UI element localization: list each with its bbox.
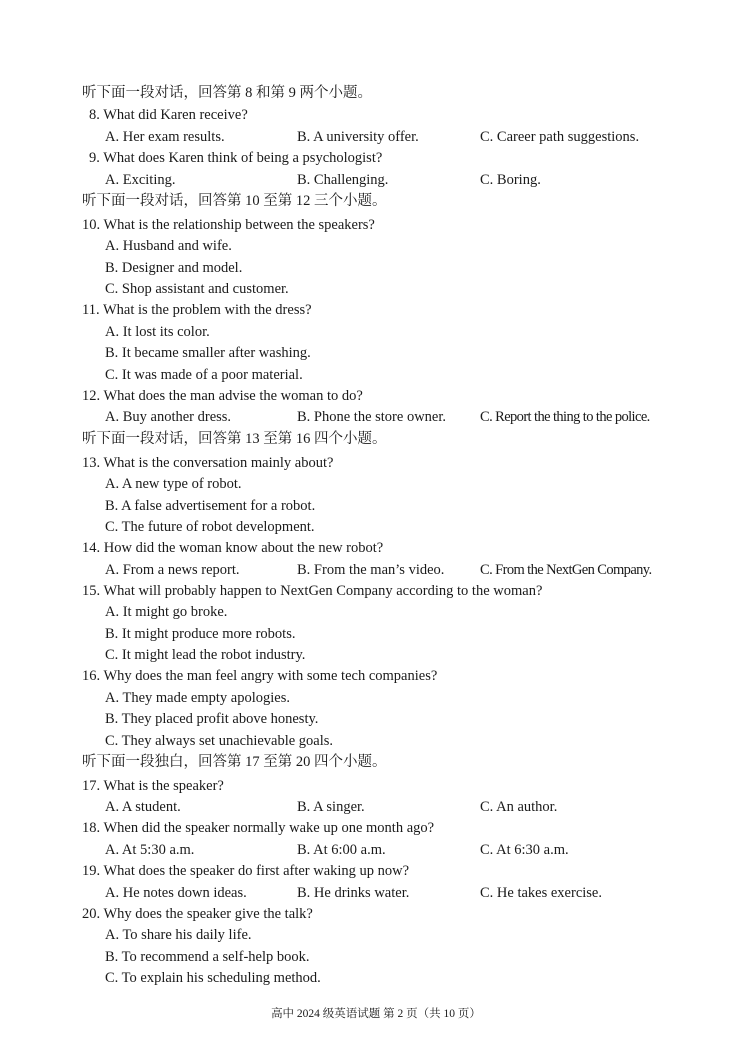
question-10-stem: 10. What is the relationship between the speakers? [82,217,375,233]
question-14-options [105,560,745,581]
question-13-stem: 13. What is the conversation mainly about? [82,455,334,471]
question-15-stem: 15. What will probably happen to NextGen Company according to the woman? [82,583,543,599]
question-20-option-b: B. To recommend a self-help book. [105,949,310,965]
option-a: A. Her exam results. [105,129,225,145]
option-c: C. He takes exercise. [480,885,602,901]
question-12-stem: 12. What does the man advise the woman to do? [82,388,363,404]
option-b: B. From the man’s video. [297,562,445,578]
question-11-option-b: B. It became smaller after washing. [105,345,311,361]
question-8-options [105,127,745,148]
question-20-option-c: C. To explain his scheduling method. [105,970,321,986]
question-8-stem: 8. What did Karen receive? [89,107,248,123]
question-15-option-a: A. It might go broke. [105,604,228,620]
question-9-stem: 9. What does Karen think of being a psychologist? [89,150,383,166]
question-16-option-a: A. They made empty apologies. [105,690,290,706]
option-b: B. At 6:00 a.m. [297,842,386,858]
option-c: C. At 6:30 a.m. [480,842,569,858]
question-11-stem: 11. What is the problem with the dress? [82,302,312,318]
question-13-option-b: B. A false advertisement for a robot. [105,498,316,514]
question-10-option-c: C. Shop assistant and customer. [105,281,289,297]
question-12-options [105,407,745,428]
question-16-option-b: B. They placed profit above honesty. [105,711,319,727]
section-instruction: 听下面一段对话，回答第 10 至第 12 三个小题。 [82,193,387,209]
question-9-options [105,170,745,191]
question-18-stem: 18. When did the speaker normally wake up one month ago? [82,820,435,836]
option-c: C. Boring. [480,172,541,188]
question-20-stem: 20. Why does the speaker give the talk? [82,906,313,922]
question-10-option-b: B. Designer and model. [105,260,243,276]
question-17-options [105,797,745,818]
section-instruction: 听下面一段对话，回答第 8 和第 9 两个小题。 [82,85,372,101]
question-16-option-c: C. They always set unachievable goals. [105,733,334,749]
option-c: C. From the NextGen Company. [480,562,652,578]
page-footer: 高中 2024 级英语试题 第 2 页（共 10 页） [271,1008,481,1020]
option-c: C. An author. [480,799,558,815]
question-14-stem: 14. How did the woman know about the new robot? [82,540,384,556]
option-b: B. A singer. [297,799,365,815]
question-20-option-a: A. To share his daily life. [105,927,252,943]
option-c: C. Career path suggestions. [480,129,640,145]
question-11-option-c: C. It was made of a poor material. [105,367,303,383]
question-13-option-a: A. A new type of robot. [105,476,242,492]
question-17-stem: 17. What is the speaker? [82,778,224,794]
question-18-options [105,840,745,861]
question-11-option-a: A. It lost its color. [105,324,210,340]
option-a: A. Exciting. [105,172,176,188]
question-15-option-b: B. It might produce more robots. [105,626,296,642]
option-a: A. Buy another dress. [105,409,232,425]
option-c: C. Report the thing to the police. [480,409,650,425]
option-b: B. A university offer. [297,129,419,145]
option-b: B. Phone the store owner. [297,409,447,425]
option-b: B. He drinks water. [297,885,410,901]
option-a: A. He notes down ideas. [105,885,247,901]
question-19-options [105,883,745,904]
question-13-option-c: C. The future of robot development. [105,519,315,535]
section-instruction: 听下面一段独白，回答第 17 至第 20 四个小题。 [82,754,387,770]
option-a: A. From a news report. [105,562,240,578]
option-a: A. At 5:30 a.m. [105,842,195,858]
question-16-stem: 16. Why does the man feel angry with some tech companies? [82,668,438,684]
question-15-option-c: C. It might lead the robot industry. [105,647,306,663]
question-19-stem: 19. What does the speaker do first after waking up now? [82,863,410,879]
option-a: A. A student. [105,799,181,815]
option-b: B. Challenging. [297,172,389,188]
question-10-option-a: A. Husband and wife. [105,238,232,254]
section-instruction: 听下面一段对话，回答第 13 至第 16 四个小题。 [82,431,387,447]
